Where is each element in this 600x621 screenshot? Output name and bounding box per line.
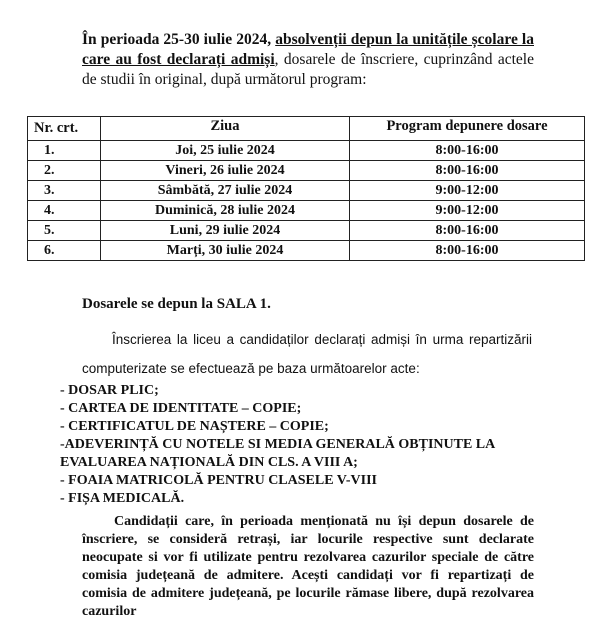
table-row [28, 161, 585, 181]
row-program: 8:00-16:00 [350, 141, 585, 161]
table-row [28, 221, 585, 241]
row-program: 8:00-16:00 [350, 241, 585, 261]
row-day: Sâmbătă, 27 iulie 2024 [101, 181, 350, 201]
list-item: -ADEVERINȚĂ CU NOTELE SI MEDIA GENERALĂ OBȚINUTE LA EVALUAREA NAȚIONALĂ DIN CLS. A VIII A; [60, 437, 495, 470]
row-nr: 6. [28, 241, 101, 261]
header-program: Program depunere dosare [350, 117, 585, 141]
table-row [28, 201, 585, 221]
list-item: - CERTIFICATUL DE NAȘTERE – COPIE; [60, 419, 329, 434]
row-nr: 3. [28, 181, 101, 201]
room-note: Dosarele se depun la SALA 1. [82, 296, 271, 312]
intro-underlined: absolvenții depun la unitățile școlare la care au fost declarați admiși [82, 31, 534, 68]
documents-list [60, 382, 540, 508]
schedule-table [27, 116, 585, 261]
intro-rest: , dosarele de înscriere, cuprinzând actele de studii în original, după următorul program: [82, 51, 534, 88]
row-program: 9:00-12:00 [350, 201, 585, 221]
header-nr: Nr. crt. [28, 117, 101, 141]
row-nr: 2. [28, 161, 101, 181]
intro-paragraph [82, 30, 534, 90]
row-nr: 1. [28, 141, 101, 161]
list-item: - CARTEA DE IDENTITATE – COPIE; [60, 401, 302, 416]
list-item: - FIȘA MEDICALĂ. [60, 491, 185, 506]
header-day: Ziua [101, 117, 350, 141]
row-nr: 4. [28, 201, 101, 221]
row-program: 8:00-16:00 [350, 161, 585, 181]
closing-paragraph: Candidații care, în perioada menționată nu își depun dosarele de înscriere, se consideră retrași, iar locurile respective sunt declarate neocupate si vor fi utilizate pentru rezolvarea cazurilor speciale de către comisia județeană de admitere. Acești candidați vor fi repartizați de comisia de admitere județeană, pe locurile rămase libere, după rezolvarea cazurilor [82, 514, 534, 619]
list-item: - DOSAR PLIC; [60, 383, 159, 398]
row-nr: 5. [28, 221, 101, 241]
row-day: Marți, 30 iulie 2024 [101, 241, 350, 261]
row-program: 9:00-12:00 [350, 181, 585, 201]
row-program: 8:00-16:00 [350, 221, 585, 241]
row-day: Joi, 25 iulie 2024 [101, 141, 350, 161]
intro-lead: În perioada 25-30 iulie 2024, [82, 31, 272, 48]
row-day: Vineri, 26 iulie 2024 [101, 161, 350, 181]
table-row [28, 141, 585, 161]
row-day: Duminică, 28 iulie 2024 [101, 201, 350, 221]
list-item: - FOAIA MATRICOLĂ PENTRU CLASELE V-VIII [60, 473, 377, 488]
table-row [28, 181, 585, 201]
enrollment-paragraph: Înscrierea la liceu a candidaților declarați admiși în urma repartizării computerizate se efectuează pe baza următoarelor acte: [82, 332, 532, 376]
row-day: Luni, 29 iulie 2024 [101, 221, 350, 241]
table-row [28, 241, 585, 261]
table-header-row [28, 117, 585, 141]
